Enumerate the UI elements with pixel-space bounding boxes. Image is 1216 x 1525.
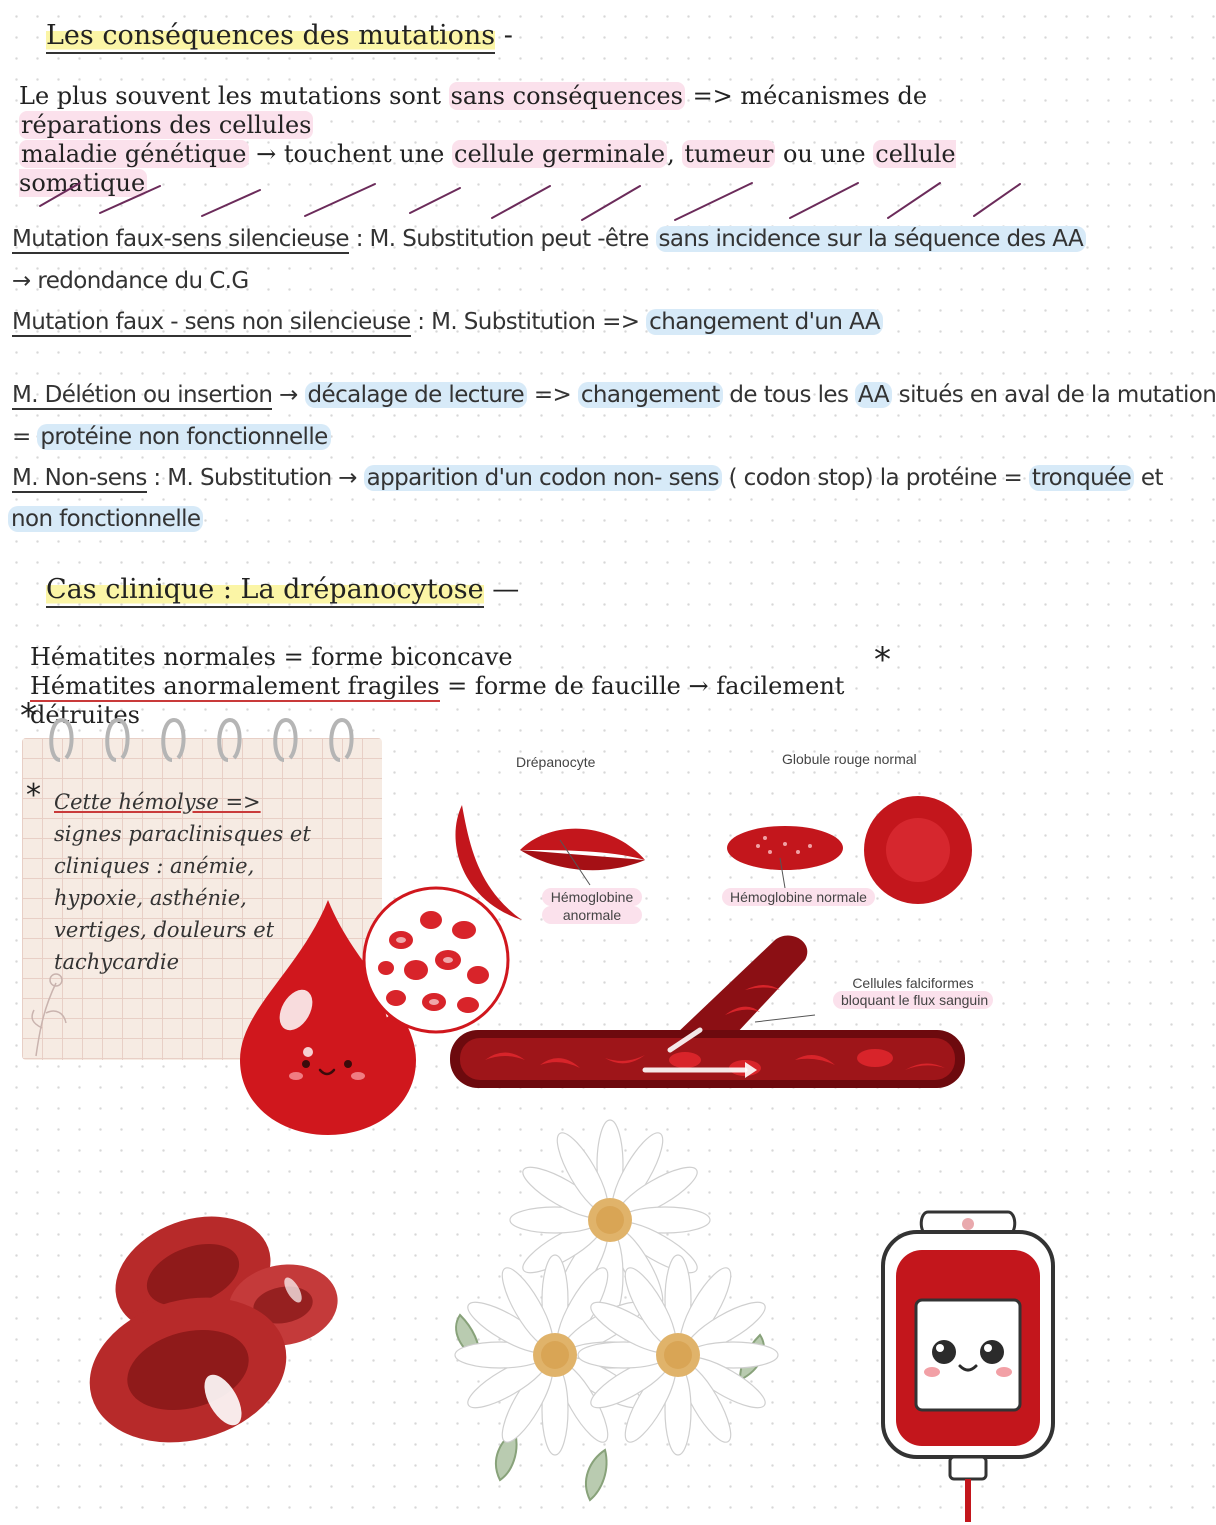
daisy-flowers-icon — [440, 1120, 780, 1520]
note-star: * — [26, 778, 41, 813]
asterisk-mark: * — [874, 640, 891, 680]
title-text: Les conséquences des mutations — [46, 20, 495, 54]
note-text: Cette hémolyse => signes paraclinisques et cliniques : anémie, hypoxie, asthénie, vertiges, douleurs et tachycardie — [54, 790, 311, 974]
highlight-maladie-genetique: maladie génétique — [21, 140, 247, 168]
label-drepanocyte: Drépanocyte — [516, 754, 596, 770]
section-title-mutations — [46, 20, 513, 51]
spiral-rings-icon — [40, 710, 370, 770]
highlight-sans-consequences: sans conséquences — [450, 82, 683, 110]
line-faux-sens-non-silencieuse: Mutation faux - sens non silencieuse : M. Substitution => changement d'un AA — [12, 309, 883, 335]
line-non-sens: M. Non-sens : M. Substitution → apparition d'un codon non- sens ( codon stop) la protéine = tronquée et — [12, 465, 1163, 491]
title-text: Cas clinique : La drépanocytose — [46, 574, 484, 608]
red-blood-cells-icon — [58, 1190, 348, 1460]
label-globule-normal: Globule rouge normal — [782, 751, 917, 767]
intro-line-1: Le plus souvent les mutations sont sans conséquences => mécanismes de réparations des cellules — [19, 82, 928, 139]
blood-bag-mascot-icon — [878, 1202, 1058, 1522]
label-hb-normale: Hémoglobine normale — [722, 889, 875, 905]
intro-line-2: maladie génétique → touchent une cellule germinale, tumeur ou une cellule somatique — [19, 140, 956, 197]
line-non-fonctionnelle: non fonctionnelle — [8, 506, 203, 532]
highlight-reparations: réparations des cellules — [21, 111, 312, 139]
line-redondance: → redondance du C.G — [12, 268, 249, 294]
title-dash: - — [503, 20, 513, 51]
blood-vessel-icon — [445, 920, 975, 1095]
line-proteine-non-fonctionnelle: = protéine non fonctionnelle — [12, 424, 331, 450]
flower-doodle-icon — [26, 968, 76, 1058]
hematites-fragiles: Hématites anormalement fragiles = forme de faucille → facilement détruites — [30, 672, 845, 729]
hematites-normales: Hématites normales = forme biconcave — [30, 643, 513, 671]
label-hb-anormale: Hémoglobine anormale — [542, 888, 642, 924]
line-deletion-insertion: M. Délétion ou insertion → décalage de lecture => changement de tous les AA situés en aval de la mutation — [12, 382, 1216, 408]
line-faux-sens-silencieuse: Mutation faux-sens silencieuse : M. Substitution peut -être sans incidence sur la séquence des AA — [12, 226, 1086, 252]
label-cellules-falciformes: Cellules falciformes bloquant le flux sanguin — [833, 975, 993, 1009]
section-title-drepanocytose — [46, 574, 519, 605]
asterisk-mark-left: * — [20, 696, 37, 736]
title-dash: — — [492, 574, 520, 605]
cells-comparison-icon — [440, 780, 1000, 930]
slash-divider — [30, 178, 1030, 223]
